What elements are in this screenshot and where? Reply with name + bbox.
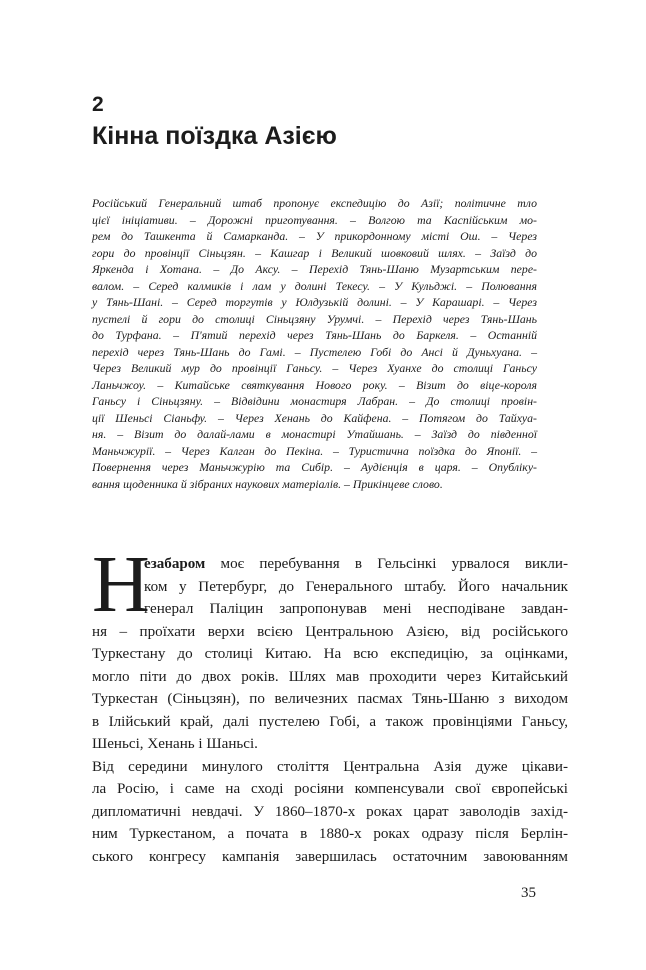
- synopsis-line: Російський Генеральний штаб пропонує експедицію до Азії; політичне тло: [92, 196, 537, 210]
- synopsis-line: гори до провінції Сіньцзян. – Кашгар і Великий шовковий шлях. – Заїзд до: [92, 245, 537, 260]
- synopsis-line: Повернення через Маньчжурію та Сибір. – Аудієнція в царя. – Опубліку-: [92, 460, 537, 474]
- chapter-number: 2: [92, 93, 104, 116]
- synopsis-line: ня. – Візит до далай-лами в монастирі Утайшань. – Заїзд до південної: [92, 427, 537, 441]
- synopsis-line: ції Шеньсі Сіаньфу. – Через Хенань до Кайфена. – Потягом до Тайхуа-: [92, 410, 537, 425]
- body-line: генерал Паліцин запропонував мені несподіване завдан-: [144, 601, 568, 617]
- synopsis-line: Ганьсу і Сіньцзяну. – Відвідини монастиря Лабран. – До столиці провін-: [92, 394, 537, 408]
- synopsis-line: Ланьчжоу. – Китайське святкування Нового року. – Візит до віце-короля: [92, 377, 537, 392]
- synopsis-line: валом. – Серед калмиків і лам у долині Текесу. – У Кульджі. – Полювання: [92, 278, 537, 293]
- body-line: Шеньсі, Хенань і Шаньсі.: [92, 736, 258, 752]
- body-line: ського конгресу кампанія завершилась остаточним завоюванням: [92, 848, 568, 865]
- body-line: дипломатичні невдачі. У 1860–1870-х роках царат заволодів захід-: [92, 803, 568, 820]
- lead-word: езабаром: [144, 556, 206, 572]
- synopsis-line: перехід через Тянь-Шань до Гамі. – Пустелею Гобі до Ансі й Дуньхуана. –: [92, 344, 537, 359]
- synopsis-line: Маньчжурії. – Через Калган до Пекіна. – Туристична поїздка до Японії. –: [92, 443, 537, 458]
- body-line: могло піти до двох років. Шлях мав проходити через Китайський: [92, 668, 568, 685]
- body-line: ла Росію, і саме на сході росіяни компенсували свої європейські: [92, 781, 568, 797]
- body-line: Туркестану до столиці Китаю. На всю експедицію, за оцінками,: [92, 646, 568, 662]
- body-line: Туркестан (Сіньцзян), по величезних пасмах Тянь-Шаню з виходом: [92, 691, 568, 707]
- body-line-text: моє перебування в Гельсінкі урвалося викли-: [205, 556, 568, 572]
- body-line: ком у Петербург, до Генерального штабу. Його начальник: [144, 578, 568, 595]
- drop-cap: Н: [92, 541, 150, 629]
- synopsis-line: до Турфана. – П'ятий перехід через Тянь-Шань до Баркеля. – Останній: [92, 328, 537, 342]
- chapter-title: Кінна поїздка Азією: [92, 122, 337, 150]
- body-line: [92, 553, 568, 576]
- synopsis-line: Через Великий мур до провінції Ганьсу. – Через Хуанхе до столиці Ганьсу: [92, 361, 537, 375]
- body-line: Від середини минулого століття Центральна Азія дуже цікави-: [92, 758, 568, 775]
- page-number: 35: [521, 885, 536, 901]
- synopsis-line: Яркенда і Хотана. – До Аксу. – Перехід Тянь-Шаню Музартським пере-: [92, 262, 537, 276]
- synopsis-line: вання щоденника й зібраних наукових матеріалів. – Прикінцеве слово.: [92, 476, 443, 491]
- body-line: в Ілійський край, далі пустелею Гобі, а також провінціями Ганьсу,: [92, 713, 568, 730]
- body-line: ня – проїхати верхи всією Центральною Азією, від російського: [92, 623, 568, 640]
- synopsis-line: у Тянь-Шані. – Серед торгутів у Юлдузькій долині. – У Карашарі. – Через: [92, 295, 537, 309]
- synopsis-line: пустелі й гори до столиці Сіньцзяну Урумчі. – Перехід через Тянь-Шань: [92, 311, 537, 326]
- synopsis-line: цієї ініціативи. – Дорожні приготування. – Волгою та Каспійським мо-: [92, 212, 537, 227]
- body-line: ним Туркестаном, а почата в 1880-х роках одразу після Берлін-: [92, 826, 568, 842]
- synopsis-line: рем до Ташкента й Самарканда. – У прикордонному місті Ош. – Через: [92, 229, 537, 243]
- body-text: [92, 553, 568, 868]
- chapter-synopsis: [92, 195, 537, 492]
